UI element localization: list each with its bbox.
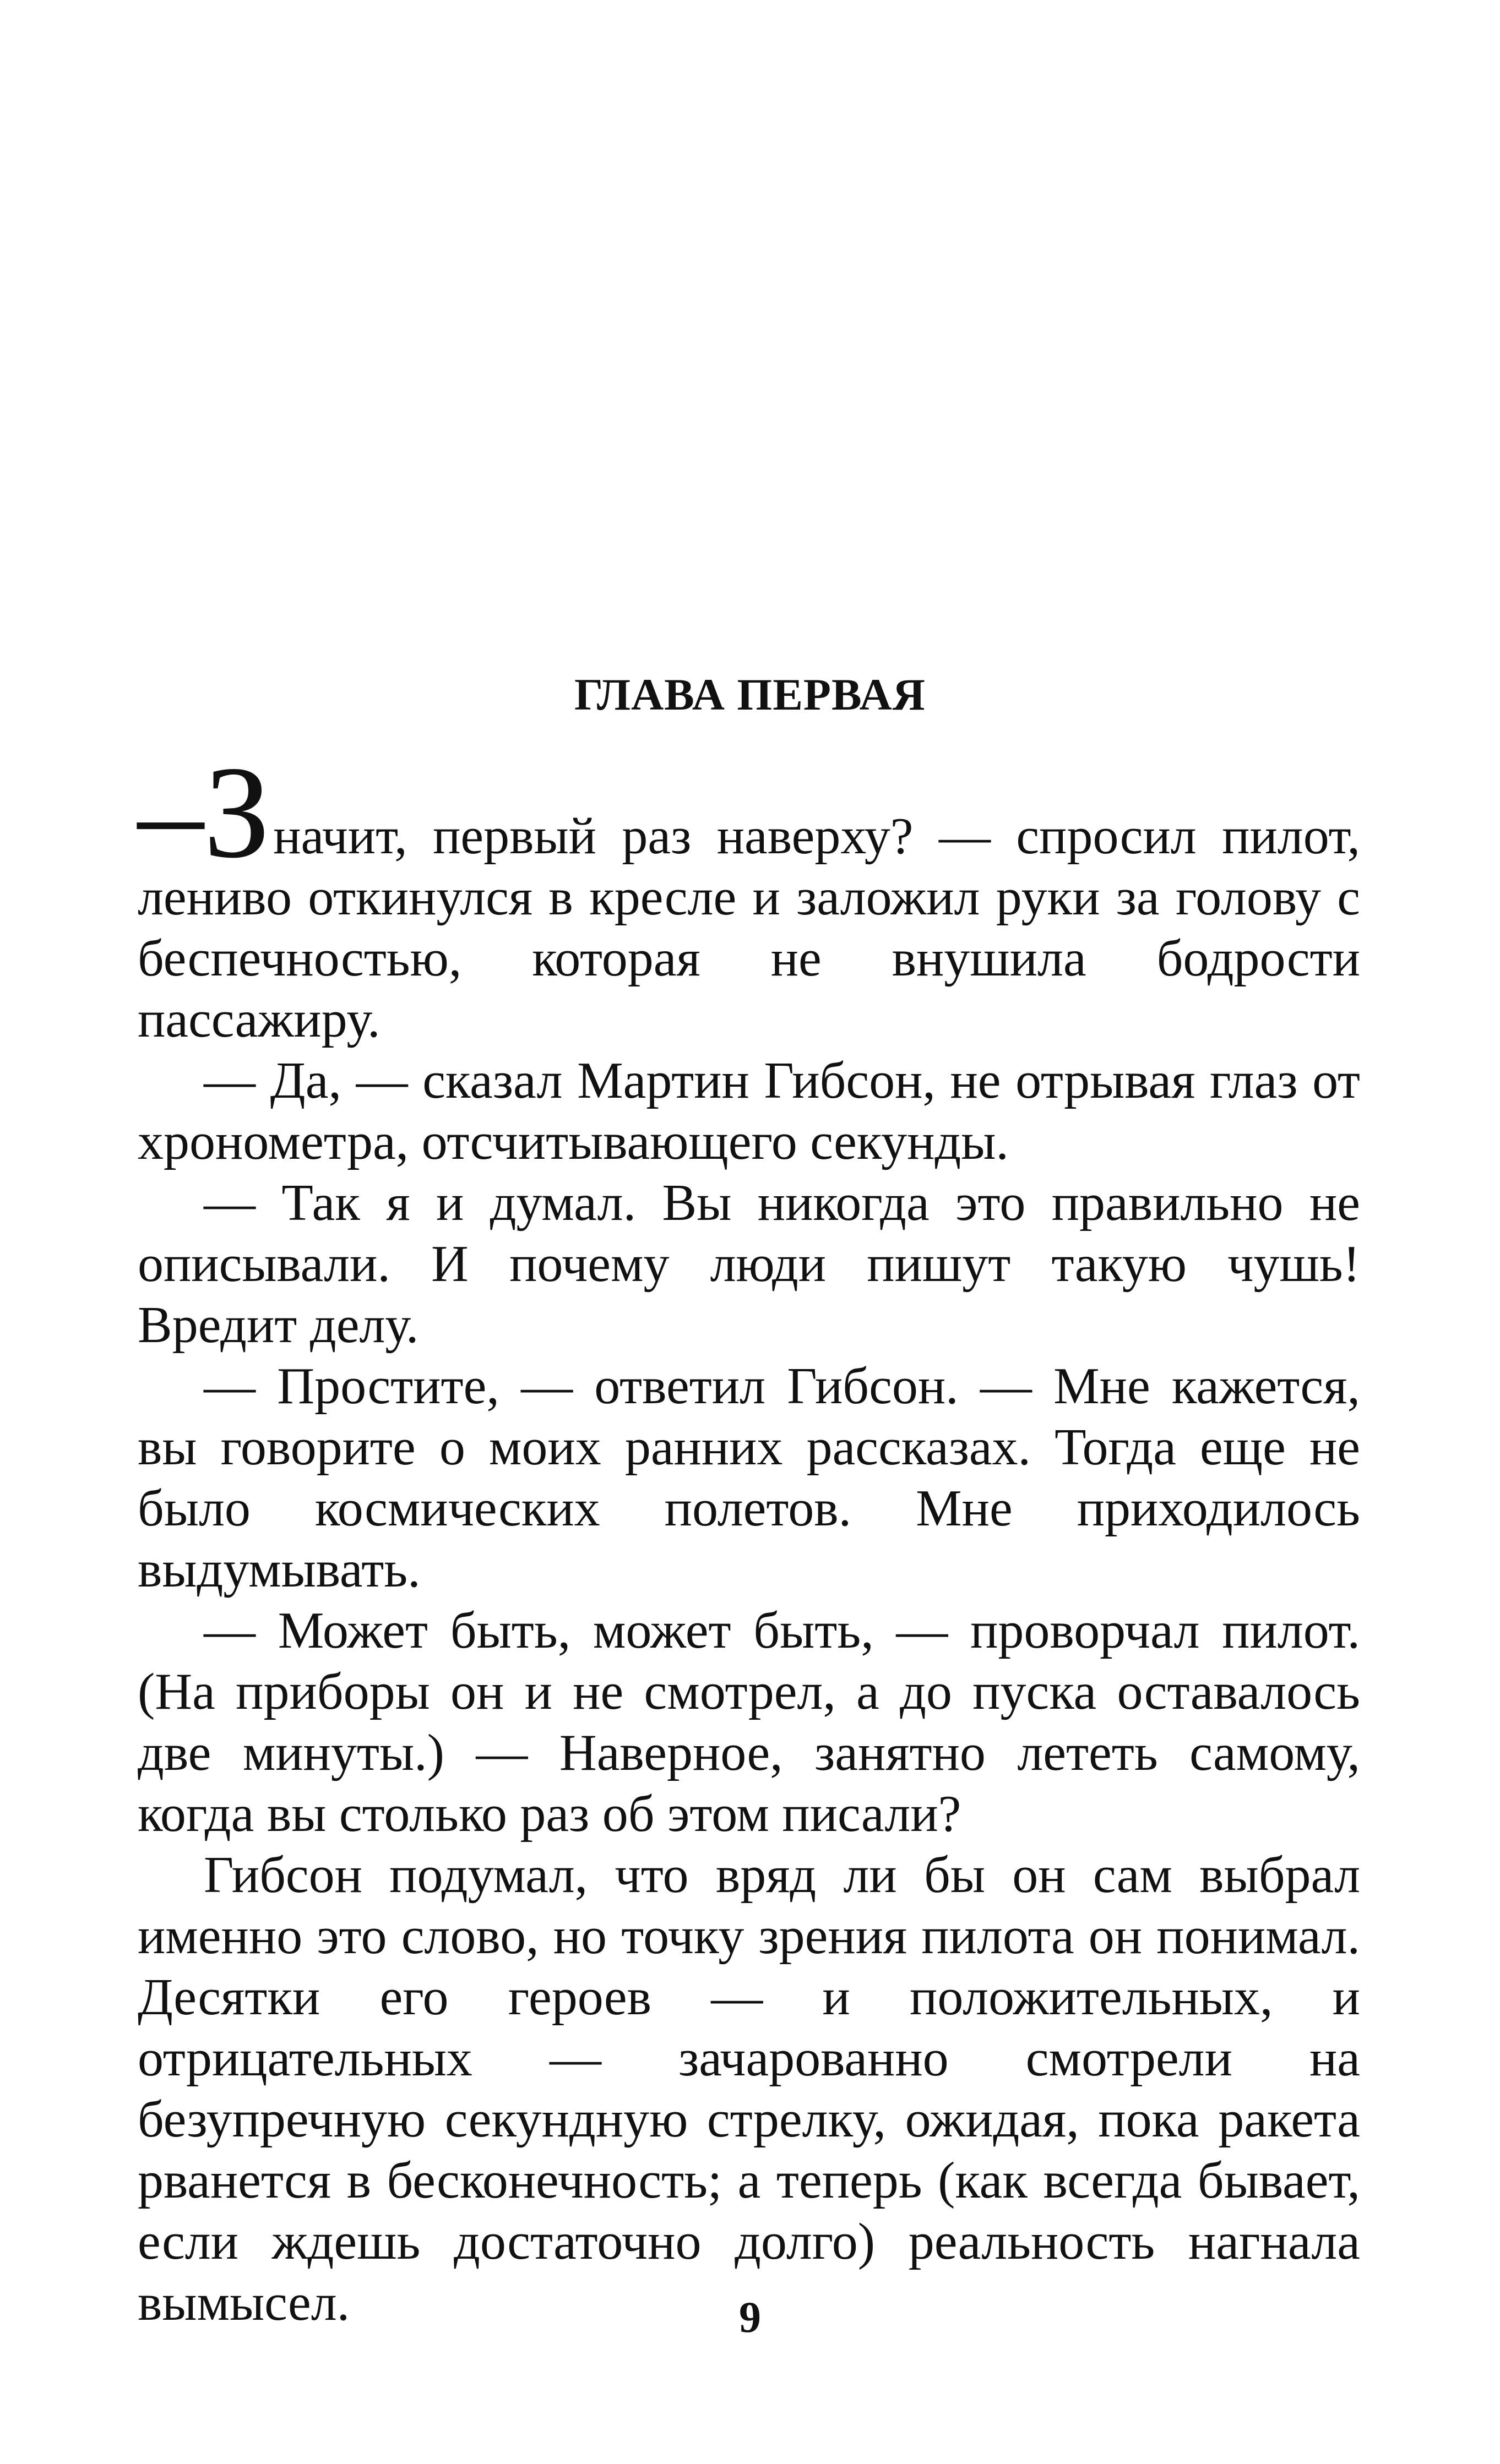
page-number: 9	[739, 2293, 761, 2342]
paragraph-1	[138, 739, 1360, 1050]
drop-cap: –З	[138, 739, 270, 885]
paragraph-text: начит, первый раз наверху? — спросил пилот, лениво откинулся в кресле и заложил руки за голову с беспечностью, которая не внушила бодрости пассажиру.	[138, 808, 1360, 1048]
chapter-title: ГЛАВА ПЕРВАЯ	[574, 669, 926, 719]
paragraph-3: — Так я и думал. Вы никогда это правильно не описывали. И почему люди пишут такую чушь! Вредит делу.	[138, 1174, 1360, 1354]
paragraph-2: — Да, — сказал Мартин Гибсон, не отрывая глаз от хронометра, отсчитывающего секунды.	[138, 1052, 1360, 1170]
chapter-text	[138, 739, 1360, 2334]
paragraph-4: — Простите, — ответил Гибсон. — Мне кажется, вы говорите о моих ранних рассказах. Тогда еще не было космических полетов. Мне приходилось выдумывать.	[138, 1358, 1360, 1598]
paragraph-6: Гибсон подумал, что вряд ли бы он сам выбрал именно это слово, но точку зрения пилота он понимал. Десятки его героев — и положительных, и отрицательных — зачарованно смотрели на безупречную секундную стрелку, ожидая, пока ракета рванется в бесконечность; а теперь (как всегда бывает, если ждешь достаточно долго) реальность нагнала вымысел.	[138, 1846, 1360, 2331]
paragraph-5: — Может быть, может быть, — проворчал пилот. (На приборы он и не смотрел, а до пуска оставалось две минуты.) — Наверное, занятно лететь самому, когда вы столько раз об этом писали?	[138, 1602, 1360, 1842]
